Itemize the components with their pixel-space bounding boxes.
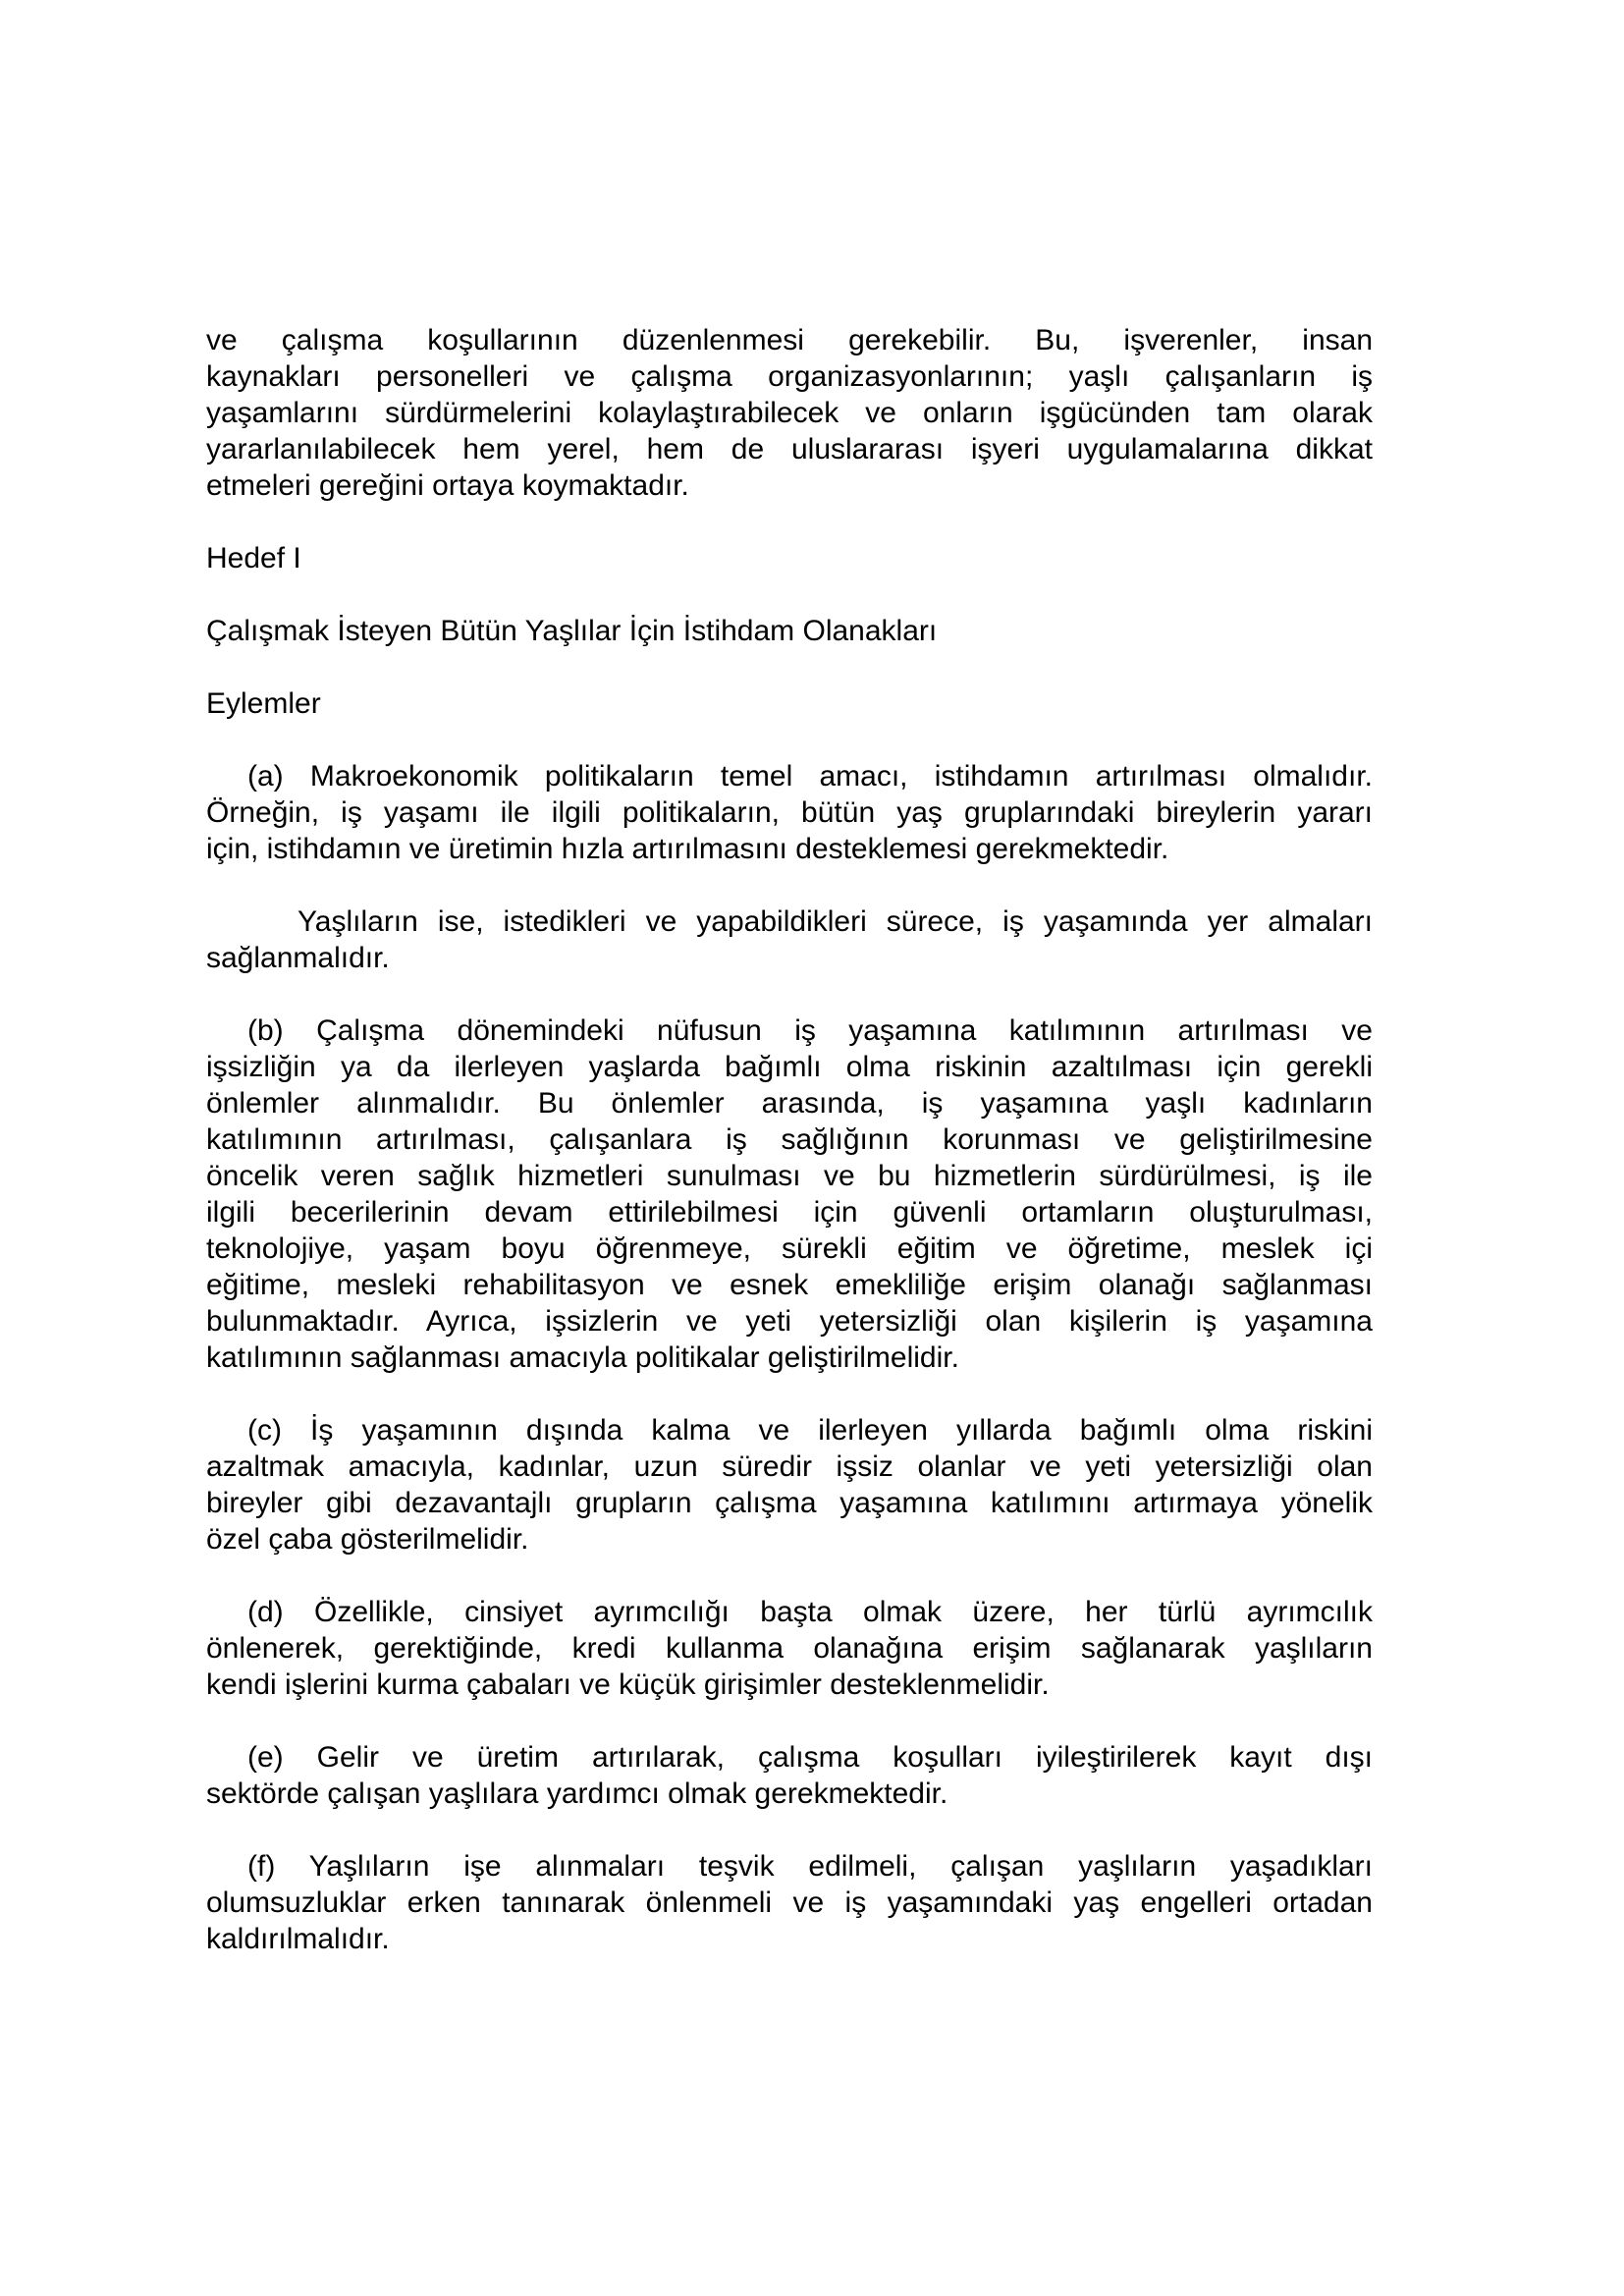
- item-b-paragraph-line: katılımının artırılması, çalışanlara iş sağlığının korunması ve geliştirilmesine: [206, 1123, 1373, 1156]
- item-d-paragraph-line: kendi işlerini kurma çabaları ve küçük girişimler desteklenmelidir.: [206, 1668, 1050, 1701]
- actions-heading-line: Eylemler: [206, 687, 321, 720]
- item-f-paragraph-line: (f) Yaşlıların işe alınmaları teşvik edilmeli, çalışan yaşlıların yaşadıkları: [247, 1850, 1373, 1883]
- item-c-paragraph-line: bireyler gibi dezavantajlı grupların çalışma yaşamına katılımını artırmaya yönelik: [206, 1487, 1373, 1519]
- item-f-paragraph-line: kaldırılmalıdır.: [206, 1923, 390, 1955]
- item-b-paragraph-line: katılımının sağlanması amacıyla politikalar geliştirilmelidir.: [206, 1341, 959, 1374]
- goal-title: [206, 613, 1373, 649]
- intro-paragraph-line: yaşamlarını sürdürmelerini kolaylaştırabilecek ve onların işgücünden tam olarak: [206, 397, 1373, 429]
- intro-paragraph-line: yararlanılabilecek hem yerel, hem de uluslararası işyeri uygulamalarına dikkat: [206, 433, 1373, 465]
- item-f-paragraph-line: olumsuzluklar erken tanınarak önlenmeli ve iş yaşamındaki yaş engelleri ortadan: [206, 1886, 1373, 1919]
- actions-heading: [206, 685, 1373, 722]
- intro-paragraph-line: kaynakları personelleri ve çalışma organizasyonlarının; yaşlı çalışanların iş: [206, 360, 1373, 393]
- item-d-paragraph: [206, 1594, 1373, 1703]
- goal-heading-line: Hedef I: [206, 542, 301, 574]
- item-a-paragraph-line: Örneğin, iş yaşamı ile ilgili politikaların, bütün yaş gruplarındaki bireylerin yararı: [206, 796, 1373, 829]
- goal-title-line: Çalışmak İsteyen Bütün Yaşlılar İçin İstihdam Olanakları: [206, 615, 938, 647]
- item-a-continuation-paragraph: [206, 903, 1373, 976]
- item-b-paragraph-line: teknolojiye, yaşam boyu öğrenmeye, sürekli eğitim ve öğretime, meslek içi: [206, 1232, 1373, 1265]
- item-b-paragraph: [206, 1012, 1373, 1376]
- item-e-paragraph-line: sektörde çalışan yaşlılara yardımcı olmak gerekmektedir.: [206, 1777, 948, 1810]
- item-e-paragraph: [206, 1739, 1373, 1812]
- intro-paragraph-line: etmeleri gereğini ortaya koymaktadır.: [206, 469, 689, 502]
- item-d-paragraph-line: (d) Özellikle, cinsiyet ayrımcılığı başta olmak üzere, her türlü ayrımcılık: [247, 1596, 1373, 1628]
- item-c-paragraph-line: (c) İş yaşamının dışında kalma ve ilerleyen yıllarda bağımlı olma riskini: [247, 1414, 1373, 1447]
- text-column: [206, 322, 1373, 1957]
- goal-heading: [206, 540, 1373, 576]
- item-e-paragraph-line: (e) Gelir ve üretim artırılarak, çalışma koşulları iyileştirilerek kayıt dışı: [247, 1741, 1373, 1774]
- item-d-paragraph-line: önlenerek, gerektiğinde, kredi kullanma olanağına erişim sağlanarak yaşlıların: [206, 1632, 1373, 1665]
- item-b-paragraph-line: eğitime, mesleki rehabilitasyon ve esnek emekliliğe erişim olanağı sağlanması: [206, 1269, 1373, 1301]
- item-c-paragraph-line: azaltmak amacıyla, kadınlar, uzun süredir işsiz olanlar ve yeti yetersizliği olan: [206, 1450, 1373, 1483]
- intro-paragraph-line: ve çalışma koşullarının düzenlenmesi gerekebilir. Bu, işverenler, insan: [206, 324, 1373, 356]
- item-b-paragraph-line: işsizliğin ya da ilerleyen yaşlarda bağımlı olma riskinin azaltılması için gerekli: [206, 1051, 1373, 1083]
- item-b-paragraph-line: (b) Çalışma dönemindeki nüfusun iş yaşamına katılımının artırılması ve: [247, 1014, 1373, 1047]
- item-a-paragraph-line: (a) Makroekonomik politikaların temel amacı, istihdamın artırılması olmalıdır.: [247, 760, 1373, 793]
- item-c-paragraph-line: özel çaba gösterilmelidir.: [206, 1523, 529, 1556]
- intro-paragraph: [206, 322, 1373, 504]
- item-b-paragraph-line: önlemler alınmalıdır. Bu önlemler arasında, iş yaşamına yaşlı kadınların: [206, 1087, 1373, 1120]
- item-a-continuation-paragraph-line: Yaşlıların ise, istedikleri ve yapabildikleri sürece, iş yaşamında yer almaları: [298, 905, 1373, 938]
- item-c-paragraph: [206, 1412, 1373, 1558]
- item-b-paragraph-line: ilgili becerilerinin devam ettirilebilmesi için güvenli ortamların oluşturulması,: [206, 1196, 1373, 1229]
- item-a-continuation-paragraph-line: sağlanmalıdır.: [206, 942, 390, 974]
- item-a-paragraph-line: için, istihdamın ve üretimin hızla artırılmasını desteklemesi gerekmektedir.: [206, 833, 1169, 865]
- item-b-paragraph-line: bulunmaktadır. Ayrıca, işsizlerin ve yeti yetersizliği olan kişilerin iş yaşamına: [206, 1305, 1373, 1338]
- item-b-paragraph-line: öncelik veren sağlık hizmetleri sunulması ve bu hizmetlerin sürdürülmesi, iş ile: [206, 1160, 1373, 1192]
- item-a-paragraph: [206, 758, 1373, 867]
- item-f-paragraph: [206, 1848, 1373, 1957]
